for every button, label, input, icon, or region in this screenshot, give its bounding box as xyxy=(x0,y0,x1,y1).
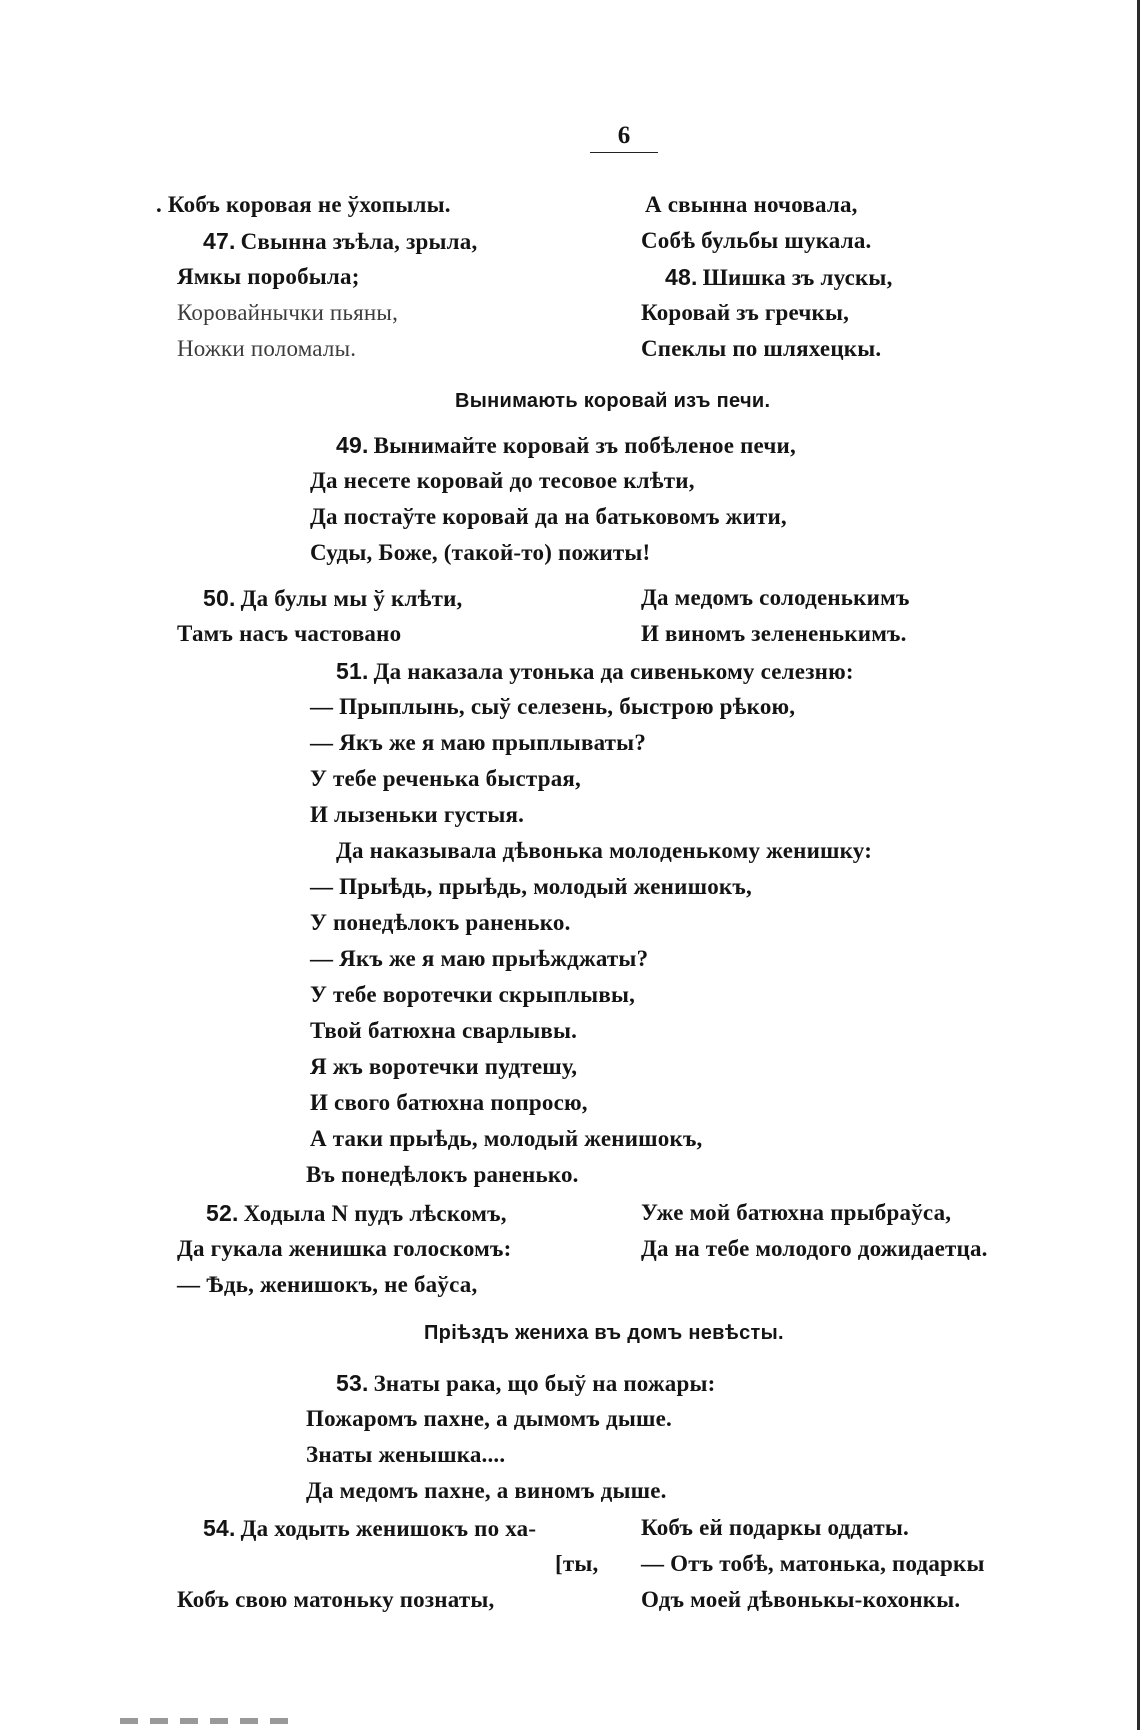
verse-number: 49. xyxy=(336,432,369,458)
verse-line: Да наказывала дѣвонька молоденькому женишку: xyxy=(336,838,873,863)
verse-line: Одъ моей дѣвонькы-кохонкы. xyxy=(641,1587,961,1612)
verse-line: Коровайнычки пьяны, xyxy=(177,300,399,325)
verse-line: А свынна ночовала, xyxy=(645,192,858,217)
verse-line: Пожаромъ пахне, а дымомъ дыше. xyxy=(306,1406,672,1431)
verse-line: 51. Да наказала утонька да сивенькому селезню: xyxy=(336,658,854,684)
verse-number: 54. xyxy=(203,1515,236,1541)
verse-line: Уже мой батюхна прыбраўса, xyxy=(641,1200,952,1225)
verse-line: Да несете коровай до тесовое клѣти, xyxy=(310,468,695,493)
section-heading: Прiѣздъ жениха въ домъ невѣсты. xyxy=(424,1322,784,1344)
verse-line: И лызеньки густыя. xyxy=(310,802,525,827)
verse-line: Твой батюхна сварлывы. xyxy=(310,1018,578,1043)
verse-line: — Якъ же я маю прыплываты? xyxy=(310,730,647,755)
verse-line: Въ понедѣлокъ раненько. xyxy=(306,1162,579,1187)
verse-line: Ямкы поробыла; xyxy=(177,264,360,289)
verse-line: 47. Свынна зъѣла, зрыла, xyxy=(203,228,478,254)
verse-line: А таки прыѣдь, молодый женишокъ, xyxy=(310,1126,703,1151)
verse-line: Кобъ свою матоньку познаты, xyxy=(177,1587,495,1612)
verse-line: Спеклы по шляхецкы. xyxy=(641,336,882,361)
verse-line: И виномъ зелененькимъ. xyxy=(641,621,907,646)
verse-number: 50. xyxy=(203,585,236,611)
section-heading: Вынимають коровай изъ печи. xyxy=(455,390,771,412)
verse-line: Я жъ воротечки пудтешу, xyxy=(310,1054,578,1079)
verse-line: 48. Шишка зъ лускы, xyxy=(665,264,893,290)
verse-line: У тебе воротечки скрыплывы, xyxy=(310,982,636,1007)
verse-line: [ты, xyxy=(555,1551,599,1576)
verse-line: У понедѣлокъ раненько. xyxy=(310,910,571,935)
verse-line: 53. Знаты рака, що быў на пожары: xyxy=(336,1370,716,1396)
verse-number: 53. xyxy=(336,1370,369,1396)
verse-number: 51. xyxy=(336,658,369,684)
verse-line: 54. Да ходыть женишокъ по ха- xyxy=(203,1515,537,1541)
verse-line: — Прыѣдь, прыѣдь, молодый женишокъ, xyxy=(310,874,752,899)
verse-number: 47. xyxy=(203,228,236,254)
verse-line: Коровай зъ гречкы, xyxy=(641,300,850,325)
verse-line: Да медомъ солоденькимъ xyxy=(641,585,910,610)
verse-line: У тебе реченька быстрая, xyxy=(310,766,581,791)
verse-number: 48. xyxy=(665,264,698,290)
page-number: 6 xyxy=(590,122,658,153)
verse-line: Тамъ насъ частовано xyxy=(177,621,402,646)
verse-line: Собѣ бульбы шукала. xyxy=(641,228,872,253)
scan-artifact xyxy=(120,1718,300,1724)
verse-line: . Кобъ коровая не ўхопылы. xyxy=(156,192,451,217)
verse-line: Знаты женышка.... xyxy=(306,1442,506,1467)
verse-line: — Прыплынь, сыў селезень, быстрою рѣкою, xyxy=(310,694,796,719)
verse-line: — Ѣдь, женишокъ, не баўса, xyxy=(177,1272,478,1297)
verse-line: И свого батюхна попросю, xyxy=(310,1090,588,1115)
verse-line: Суды, Боже, (такой-то) пожиты! xyxy=(310,540,651,565)
verse-line: — Отъ тобѣ, матонька, подаркы xyxy=(641,1551,985,1576)
verse-line: Да постаўте коровай да на батьковомъ жити, xyxy=(310,504,787,529)
verse-line: — Якъ же я маю прыѣжджаты? xyxy=(310,946,649,971)
verse-line: 50. Да булы мы ў клѣти, xyxy=(203,585,463,611)
verse-line: Кобъ ей подаркы оддаты. xyxy=(641,1515,909,1540)
verse-line: 52. Ходыла N пудъ лѣскомъ, xyxy=(206,1200,507,1226)
verse-line: Да медомъ пахне, а виномъ дыше. xyxy=(306,1478,667,1503)
verse-line: 49. Вынимайте коровай зъ побѣленое печи, xyxy=(336,432,796,458)
verse-line: Да гукала женишка голоскомъ: xyxy=(177,1236,512,1261)
verse-line: Ножки поломалы. xyxy=(177,336,357,361)
verse-line: Да на тебе молодого дожидаетца. xyxy=(641,1236,988,1261)
verse-number: 52. xyxy=(206,1200,239,1226)
